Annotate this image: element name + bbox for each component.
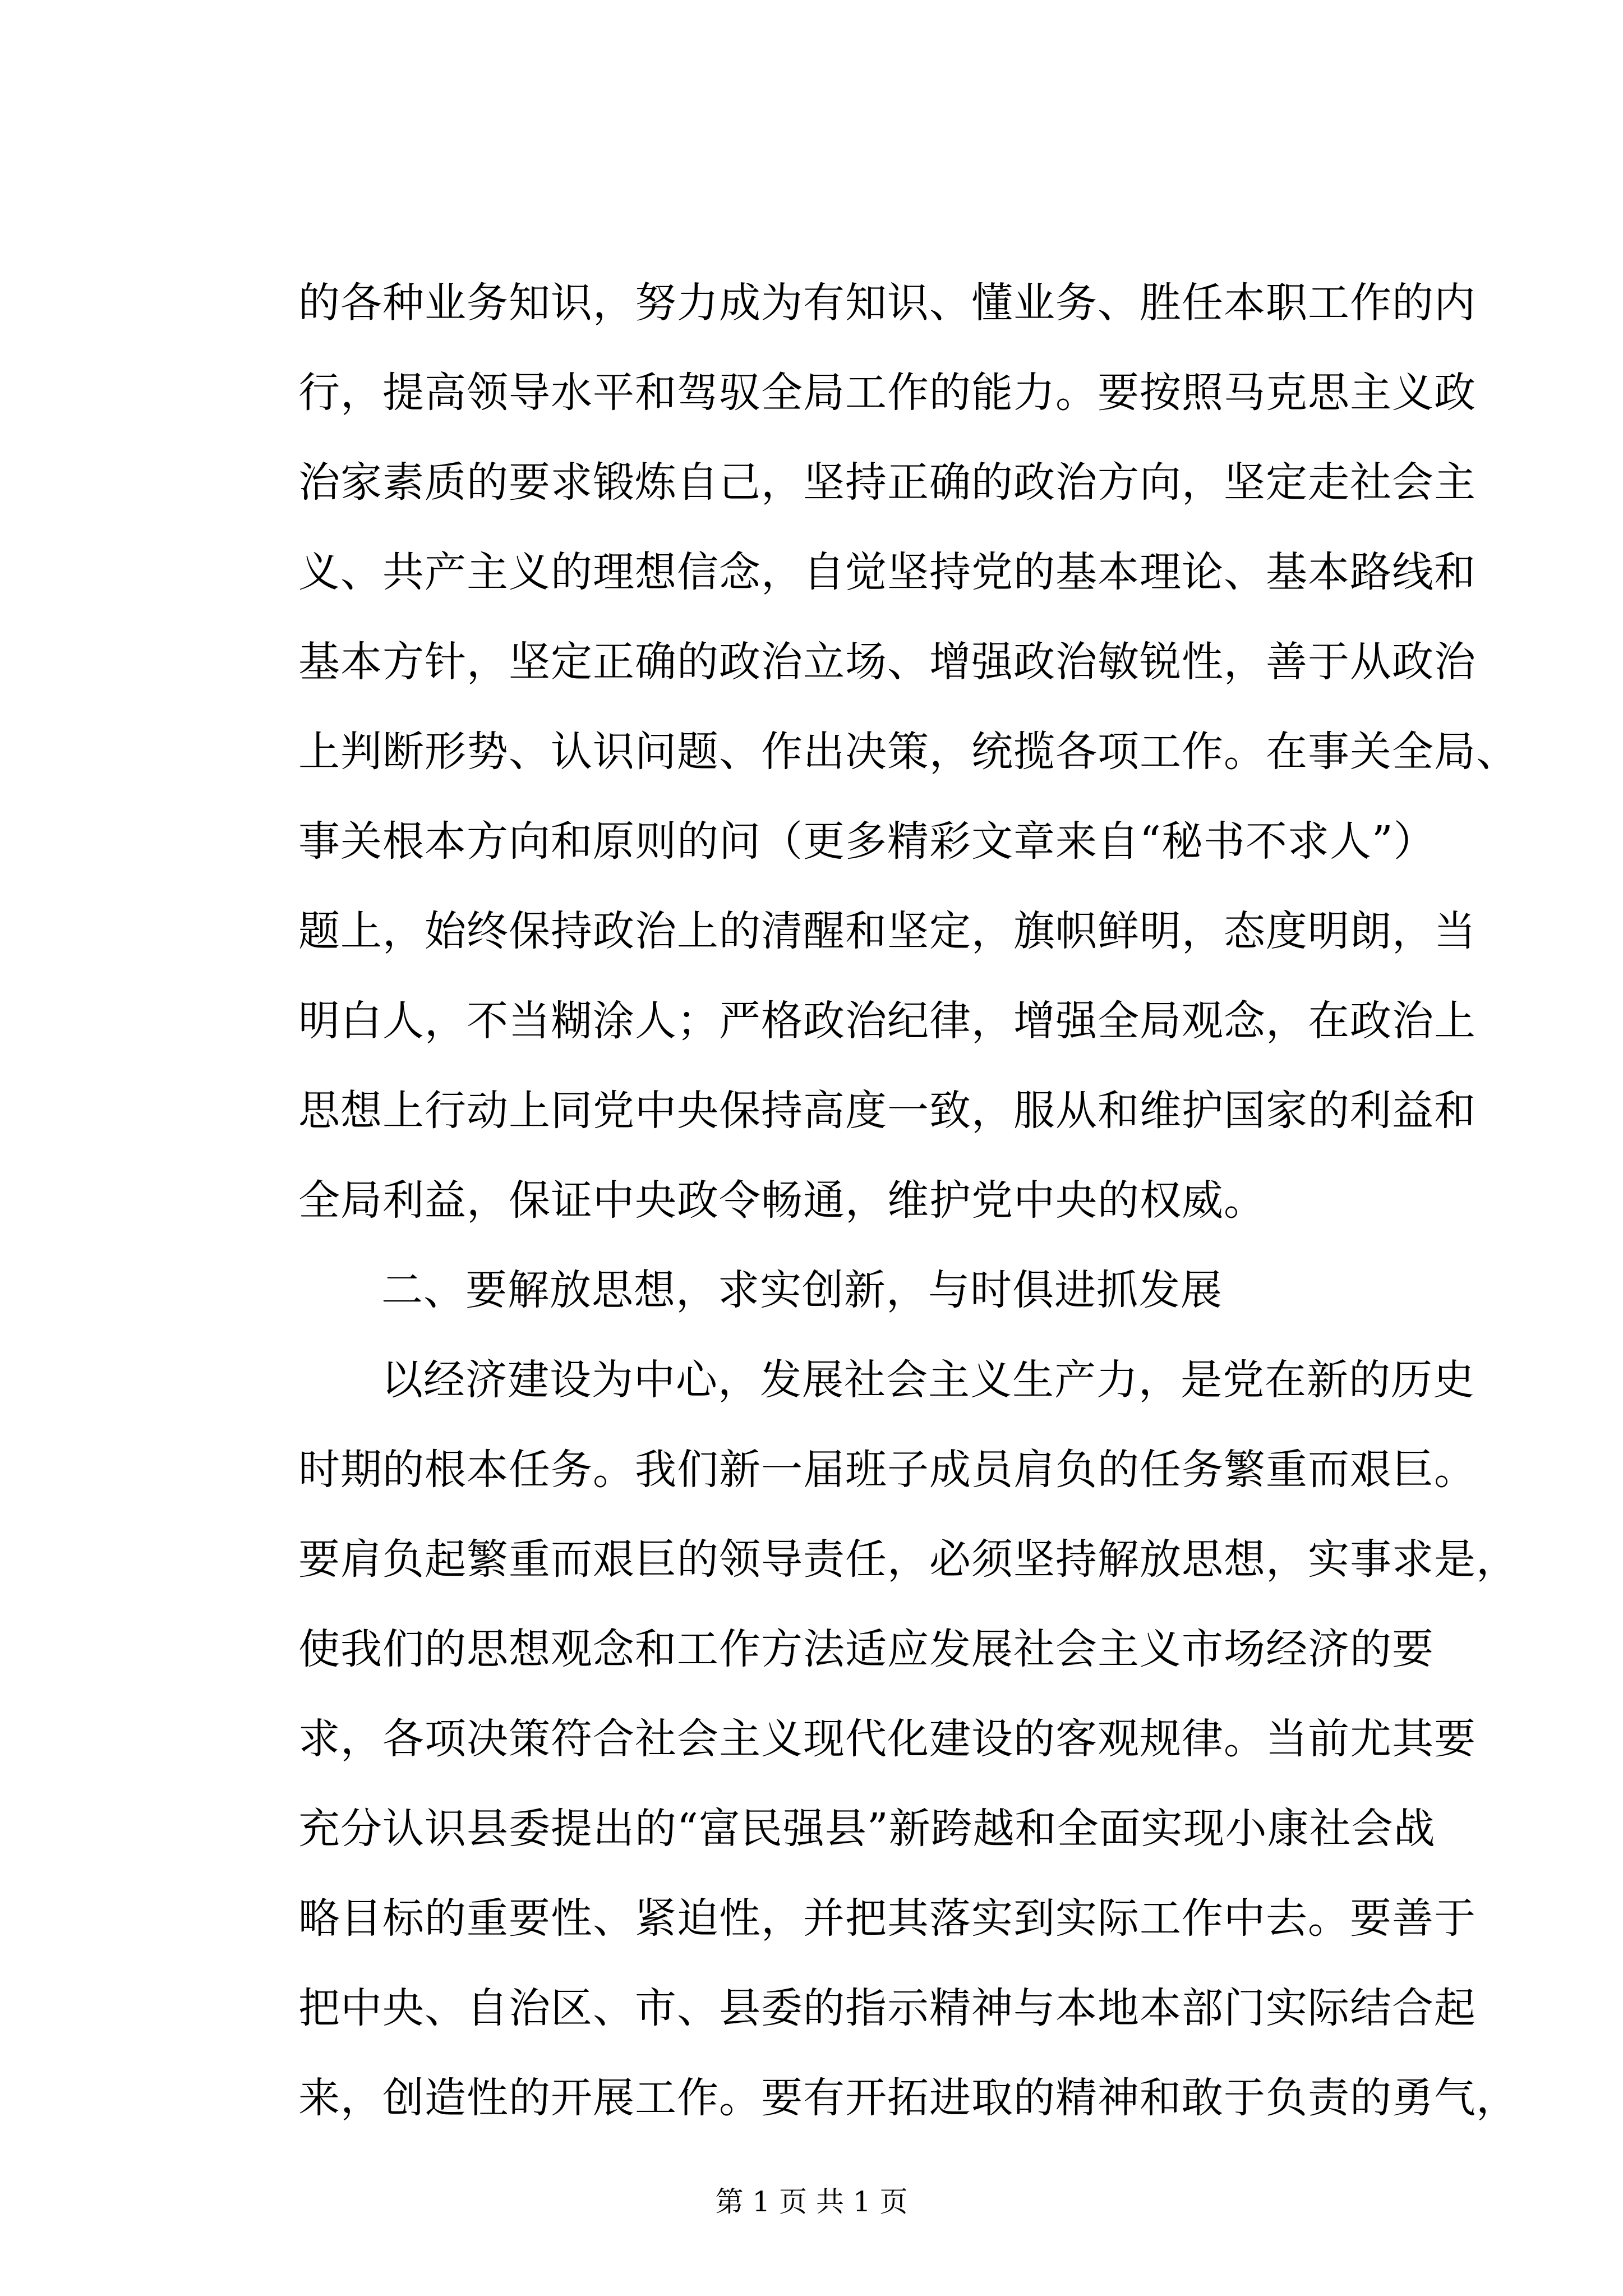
text-line: 行，提高领导水平和驾驭全局工作的能力。要按照马克思主义政 bbox=[298, 369, 1476, 417]
text-line: 要肩负起繁重而艰巨的领导责任，必须坚持解放思想，实事求是， bbox=[298, 1535, 1518, 1584]
text-line: 求，各项决策符合社会主义现代化建设的客观规律。当前尤其要 bbox=[298, 1715, 1476, 1763]
text-line: 上判断形势、认识问题、作出决策，统揽各项工作。在事关全局、 bbox=[298, 728, 1518, 776]
text-line: 以经济建设为中心，发展社会主义生产力，是党在新的历史 bbox=[381, 1356, 1475, 1404]
text-line: 充分认识县委提出的“富民强县”新跨越和全面实现小康社会战 bbox=[298, 1805, 1436, 1853]
text-line: 来，创造性的开展工作。要有开拓进取的精神和敢于负责的勇气， bbox=[298, 2074, 1518, 2122]
document-body bbox=[298, 258, 1518, 2143]
text-line: 基本方针，坚定正确的政治立场、增强政治敏锐性，善于从政治 bbox=[298, 638, 1476, 686]
section-heading: 二、要解放思想，求实创新，与时俱进抓发展 bbox=[381, 1266, 1223, 1314]
text-line: 思想上行动上同党中央保持高度一致，服从和维护国家的利益和 bbox=[298, 1087, 1476, 1135]
text-line: 时期的根本任务。我们新一届班子成员肩负的任务繁重而艰巨。 bbox=[298, 1446, 1476, 1494]
text-line: 使我们的思想观念和工作方法适应发展社会主义市场经济的要 bbox=[298, 1625, 1434, 1673]
text-line: 事关根本方向和原则的问（更多精彩文章来自“秘书不求人”） bbox=[298, 817, 1436, 866]
text-line: 题上，始终保持政治上的清醒和坚定，旗帜鲜明，态度明朗，当 bbox=[298, 907, 1476, 955]
text-line: 治家素质的要求锻炼自己，坚持正确的政治方向，坚定走社会主 bbox=[298, 458, 1476, 507]
text-line: 全局利益，保证中央政令畅通，维护党中央的权威。 bbox=[298, 1176, 1266, 1225]
text-line: 把中央、自治区、市、县委的指示精神与本地本部门实际结合起 bbox=[298, 1984, 1476, 2032]
text-line: 的各种业务知识，努力成为有知识、懂业务、胜任本职工作的内 bbox=[298, 279, 1476, 327]
text-line: 明白人，不当糊涂人；严格政治纪律，增强全局观念，在政治上 bbox=[298, 997, 1476, 1045]
page-footer: 第 1 页 共 1 页 bbox=[715, 2185, 908, 2218]
text-line: 略目标的重要性、紧迫性，并把其落实到实际工作中去。要善于 bbox=[298, 1894, 1476, 1943]
text-line: 义、共产主义的理想信念，自觉坚持党的基本理论、基本路线和 bbox=[298, 548, 1476, 596]
